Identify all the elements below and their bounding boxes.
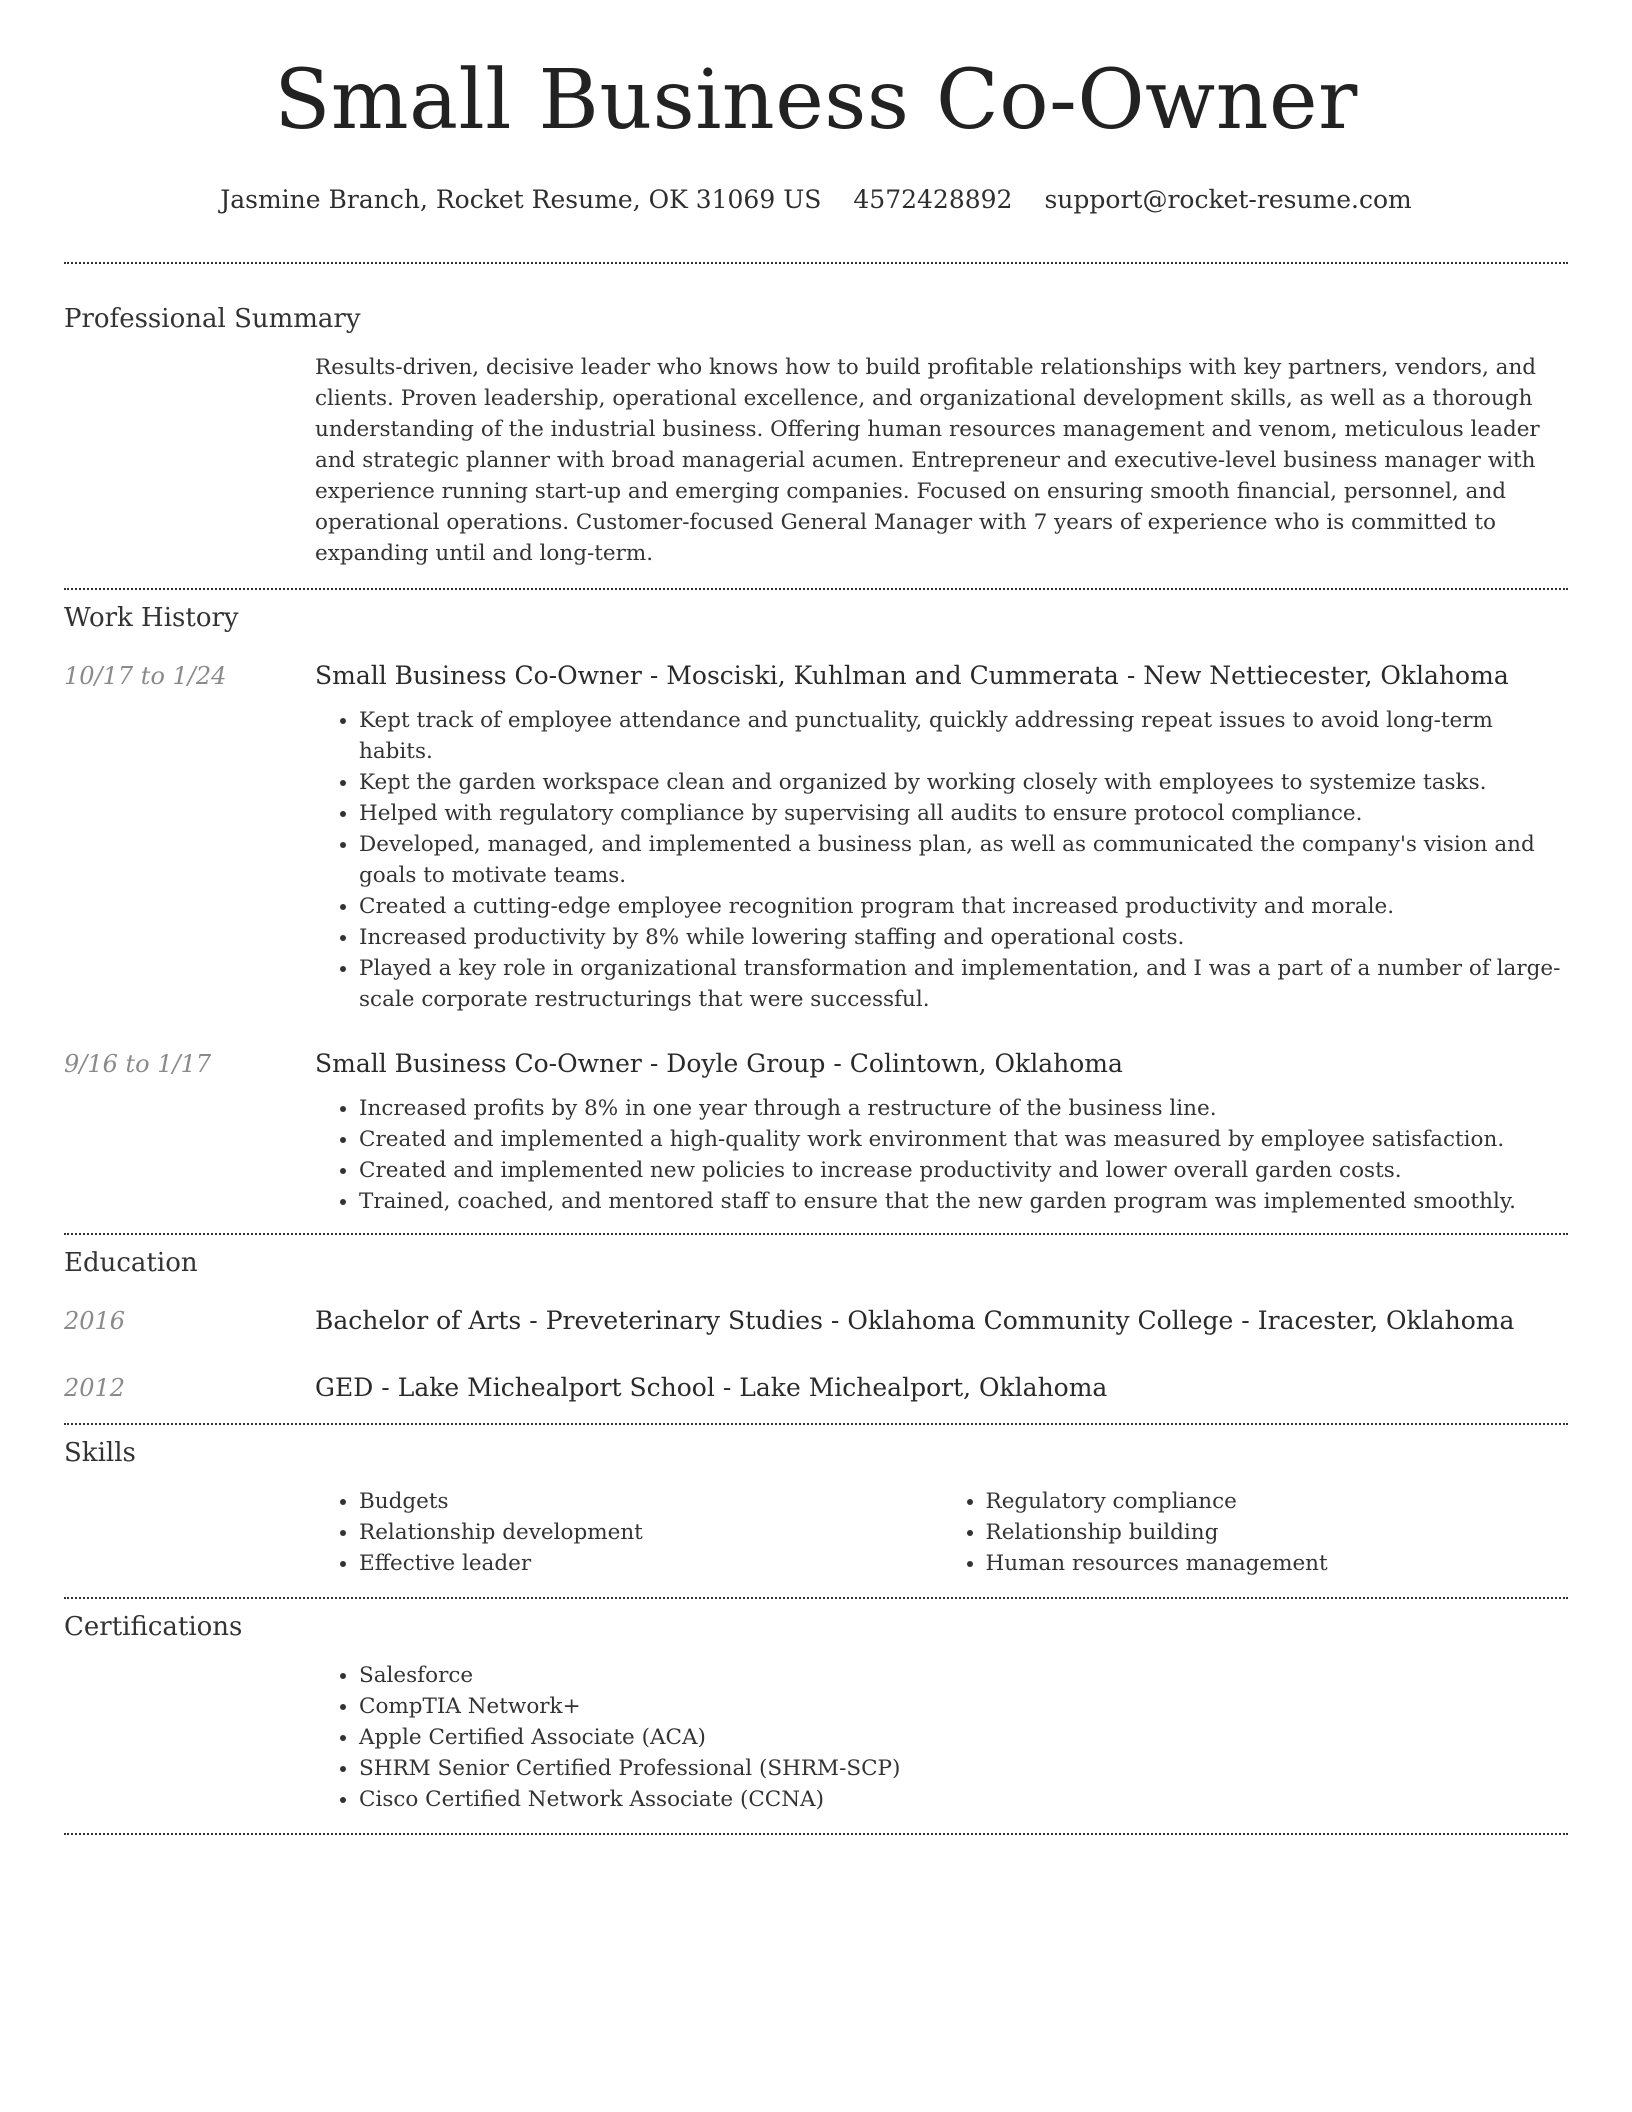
job-bullets [315, 1093, 1568, 1217]
list-item: • Played a key role in organizational transformation and implementation, and I was a part of a number of large-scale corporate restructurings that were successful. [359, 953, 1568, 1015]
list-item: • Cisco Certified Network Associate (CCNA) [359, 1784, 1568, 1815]
divider [64, 1833, 1568, 1835]
skills-list-right [942, 1486, 1569, 1579]
education-location: Lake Michealport, Oklahoma [739, 1373, 1108, 1402]
summary-section [64, 302, 1568, 569]
resume-title: Small Business Co-Owner [274, 53, 1358, 148]
list-item: • Helped with regulatory compliance by supervising all audits to ensure protocol compliance. [359, 798, 1568, 829]
job-dates: 10/17 to 1/24 [64, 662, 227, 690]
education-degree: GED [315, 1373, 374, 1402]
education-heading: Education [64, 1248, 198, 1278]
list-item: • Salesforce [359, 1660, 1568, 1691]
list-item: • Kept the garden workspace clean and organized by working closely with employees to systemize tasks. [359, 767, 1568, 798]
certifications-list [315, 1660, 1568, 1815]
job-location: New Nettiecester, Oklahoma [1143, 661, 1509, 690]
education-location: Iracester, Oklahoma [1257, 1306, 1515, 1335]
list-item: • Trained, coached, and mentored staff to ensure that the new garden program was implemented smoothly. [359, 1186, 1568, 1217]
job-entry [64, 659, 1568, 1015]
education-year: 2012 [64, 1374, 126, 1402]
divider [64, 1423, 1568, 1425]
job-bullets [315, 705, 1568, 1015]
contact-line [64, 182, 1568, 218]
certifications-section [64, 1610, 1568, 1815]
list-item: • Increased profits by 8% in one year through a restructure of the business line. [359, 1093, 1568, 1124]
education-heading-line: GED - Lake Michealport School - Lake Michealport, Oklahoma [315, 1373, 1108, 1402]
list-item: • Created and implemented a high-quality work environment that was measured by employee satisfaction. [359, 1124, 1568, 1155]
divider [64, 1233, 1568, 1235]
job-title: Small Business Co-Owner [315, 661, 642, 690]
divider [64, 1597, 1568, 1599]
list-item: • Relationship development [359, 1517, 942, 1548]
list-item: • Budgets [359, 1486, 942, 1517]
skills-list-left [315, 1486, 942, 1579]
job-dates: 9/16 to 1/17 [64, 1050, 212, 1078]
education-year: 2016 [64, 1307, 126, 1335]
job-company: Doyle Group [666, 1049, 826, 1078]
list-item: • Developed, managed, and implemented a business plan, as well as communicated the company's vision and goals to motivate teams. [359, 829, 1568, 891]
list-item: • Kept track of employee attendance and punctuality, quickly addressing repeat issues to avoid long-term habits. [359, 705, 1568, 767]
education-school: Lake Michealport School [397, 1373, 715, 1402]
education-entry [64, 1304, 1568, 1338]
list-item: • Created a cutting-edge employee recognition program that increased productivity and morale. [359, 891, 1568, 922]
list-item: • Apple Certified Associate (ACA) [359, 1722, 1568, 1753]
list-item: • SHRM Senior Certified Professional (SHRM-SCP) [359, 1753, 1568, 1784]
contact-email: support@rocket-resume.com [1044, 185, 1412, 214]
contact-address: Jasmine Branch, Rocket Resume, OK 31069 US [220, 185, 822, 214]
education-field: Preveterinary Studies [545, 1306, 823, 1335]
list-item: • Increased productivity by 8% while lowering staffing and operational costs. [359, 922, 1568, 953]
education-school: Oklahoma Community College [847, 1306, 1234, 1335]
job-company: Mosciski, Kuhlman and Cummerata [666, 661, 1119, 690]
summary-text: Results-driven, decisive leader who knows how to build profitable relationships with key partners, vendors, and clients. Proven leadership, operational excellence, and organizational development skills, as well as a thorough understanding of the industrial business. Offering human resources management and venom, meticulous leader and strategic planner with broad managerial acumen. Entrepreneur and executive-level business manager with experience running start-up and emerging companies. Focused on ensuring smooth financial, personnel, and operational operations. Customer-focused General Manager with 7 years of experience who is committed to expanding until and long-term. [315, 355, 1540, 566]
job-title: Small Business Co-Owner [315, 1049, 642, 1078]
skills-section [64, 1436, 1568, 1579]
resume-page [64, 0, 1568, 1835]
job-location: Colintown, Oklahoma [849, 1049, 1123, 1078]
skills-columns [315, 1486, 1568, 1579]
certifications-heading: Certifications [64, 1612, 243, 1642]
job-heading: Small Business Co-Owner - Doyle Group - Colintown, Oklahoma [315, 1049, 1123, 1078]
work-heading: Work History [64, 603, 239, 633]
education-entry [64, 1371, 1568, 1405]
skills-heading: Skills [64, 1438, 136, 1468]
education-degree: Bachelor of Arts [315, 1306, 522, 1335]
education-heading-line: Bachelor of Arts - Preveterinary Studies - Oklahoma Community College - Iracester, Oklahoma [315, 1306, 1515, 1335]
summary-heading: Professional Summary [64, 304, 361, 334]
education-section [64, 1246, 1568, 1405]
list-item: • Regulatory compliance [986, 1486, 1569, 1517]
divider [64, 588, 1568, 590]
contact-phone: 4572428892 [853, 185, 1013, 214]
divider [64, 262, 1568, 264]
list-item: • Relationship building [986, 1517, 1569, 1548]
list-item: • CompTIA Network+ [359, 1691, 1568, 1722]
list-item: • Created and implemented new policies to increase productivity and lower overall garden costs. [359, 1155, 1568, 1186]
list-item: • Effective leader [359, 1548, 942, 1579]
job-entry [64, 1047, 1568, 1217]
job-heading: Small Business Co-Owner - Mosciski, Kuhlman and Cummerata - New Nettiecester, Oklahoma [315, 661, 1509, 690]
work-section [64, 601, 1568, 1217]
list-item: • Human resources management [986, 1548, 1569, 1579]
